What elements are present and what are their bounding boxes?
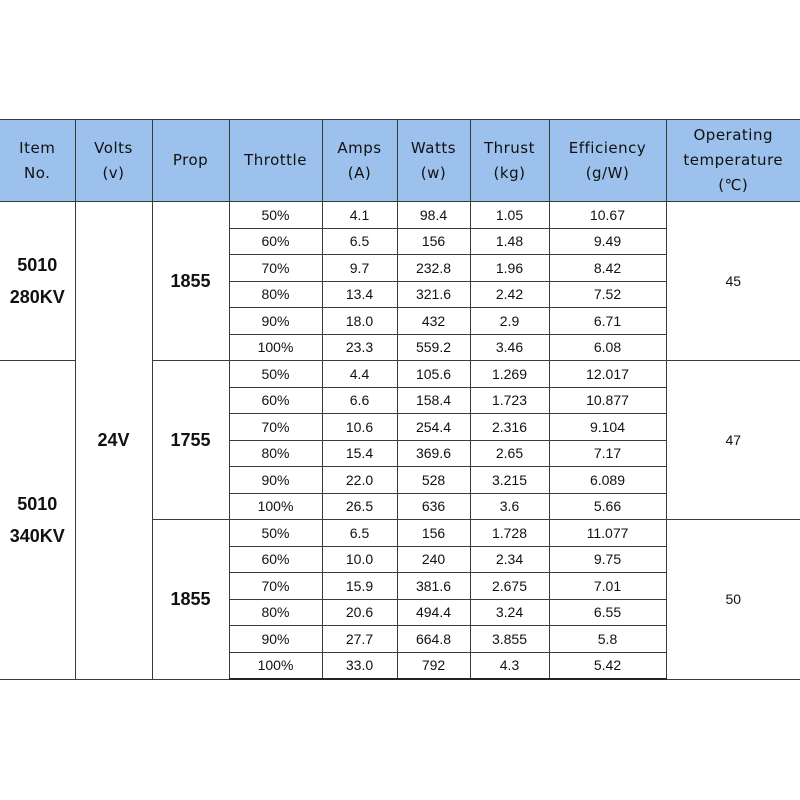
throttle-cell: 70% (229, 414, 322, 441)
throttle-cell: 60% (229, 546, 322, 573)
watts-cell: 321.6 (397, 281, 470, 308)
efficiency-cell: 7.52 (549, 281, 666, 308)
amps-cell: 4.4 (322, 361, 397, 388)
header-thrust: Thrust (kg) (470, 120, 549, 202)
efficiency-cell: 5.42 (549, 652, 666, 679)
watts-cell: 432 (397, 308, 470, 335)
header-amps: Amps (A) (322, 120, 397, 202)
efficiency-cell: 6.08 (549, 334, 666, 361)
amps-cell: 18.0 (322, 308, 397, 335)
amps-cell: 6.5 (322, 228, 397, 255)
efficiency-cell: 6.089 (549, 467, 666, 494)
throttle-cell: 80% (229, 281, 322, 308)
thrust-cell: 1.48 (470, 228, 549, 255)
amps-cell: 22.0 (322, 467, 397, 494)
header-throttle: Throttle (229, 120, 322, 202)
thrust-cell: 3.6 (470, 493, 549, 520)
amps-cell: 10.0 (322, 546, 397, 573)
motor-test-table (0, 119, 800, 680)
prop-cell: 1855 (152, 520, 229, 680)
header-operating-temperature: Operating temperature (℃) (666, 120, 800, 202)
temperature-cell: 45 (666, 202, 800, 361)
efficiency-cell: 12.017 (549, 361, 666, 388)
thrust-cell: 1.96 (470, 255, 549, 282)
item-no-cell (0, 202, 75, 361)
throttle-cell: 100% (229, 493, 322, 520)
item-no-line-2: 280KV (9, 287, 65, 307)
header-row (0, 120, 800, 202)
throttle-cell: 90% (229, 308, 322, 335)
throttle-cell: 60% (229, 387, 322, 414)
table-body (0, 202, 800, 680)
header-volts: Volts (v) (75, 120, 152, 202)
amps-cell: 27.7 (322, 626, 397, 653)
thrust-cell: 2.42 (470, 281, 549, 308)
prop-cell: 1855 (152, 202, 229, 361)
item-no-line-2: 340KV (9, 525, 65, 546)
amps-cell: 9.7 (322, 255, 397, 282)
throttle-cell: 90% (229, 467, 322, 494)
watts-cell: 240 (397, 546, 470, 573)
watts-cell: 636 (397, 493, 470, 520)
amps-cell: 15.4 (322, 440, 397, 467)
watts-cell: 528 (397, 467, 470, 494)
item-no-line-1: 5010 (17, 493, 58, 514)
watts-cell: 105.6 (397, 361, 470, 388)
throttle-cell: 60% (229, 228, 322, 255)
throttle-cell: 90% (229, 626, 322, 653)
efficiency-cell: 6.71 (549, 308, 666, 335)
watts-cell: 232.8 (397, 255, 470, 282)
efficiency-cell: 7.01 (549, 573, 666, 600)
watts-cell: 98.4 (397, 202, 470, 229)
efficiency-cell: 11.077 (549, 520, 666, 547)
throttle-cell: 50% (229, 361, 322, 388)
thrust-cell: 1.269 (470, 361, 549, 388)
thrust-cell: 2.316 (470, 414, 549, 441)
watts-cell: 158.4 (397, 387, 470, 414)
watts-cell: 664.8 (397, 626, 470, 653)
efficiency-cell: 9.49 (549, 228, 666, 255)
thrust-cell: 1.728 (470, 520, 549, 547)
throttle-cell: 70% (229, 255, 322, 282)
throttle-cell: 100% (229, 334, 322, 361)
prop-cell: 1755 (152, 361, 229, 520)
thrust-cell: 1.723 (470, 387, 549, 414)
table-row (0, 202, 800, 229)
item-no-cell (0, 361, 75, 680)
amps-cell: 33.0 (322, 652, 397, 679)
volts-cell: 24V (75, 202, 152, 680)
thrust-cell: 4.3 (470, 652, 549, 679)
watts-cell: 792 (397, 652, 470, 679)
throttle-cell: 50% (229, 520, 322, 547)
efficiency-cell: 8.42 (549, 255, 666, 282)
thrust-cell: 2.675 (470, 573, 549, 600)
efficiency-cell: 7.17 (549, 440, 666, 467)
throttle-cell: 100% (229, 652, 322, 679)
efficiency-cell: 5.8 (549, 626, 666, 653)
throttle-cell: 50% (229, 202, 322, 229)
watts-cell: 156 (397, 228, 470, 255)
efficiency-cell: 9.104 (549, 414, 666, 441)
header-watts: Watts (w) (397, 120, 470, 202)
amps-cell: 26.5 (322, 493, 397, 520)
thrust-cell: 2.34 (470, 546, 549, 573)
watts-cell: 559.2 (397, 334, 470, 361)
thrust-cell: 3.855 (470, 626, 549, 653)
header-efficiency: Efficiency (g/W) (549, 120, 666, 202)
amps-cell: 20.6 (322, 599, 397, 626)
throttle-cell: 80% (229, 440, 322, 467)
watts-cell: 156 (397, 520, 470, 547)
thrust-cell: 2.65 (470, 440, 549, 467)
amps-cell: 13.4 (322, 281, 397, 308)
efficiency-cell: 10.877 (549, 387, 666, 414)
temperature-cell: 50 (666, 520, 800, 680)
thrust-cell: 3.24 (470, 599, 549, 626)
throttle-cell: 70% (229, 573, 322, 600)
efficiency-cell: 5.66 (549, 493, 666, 520)
watts-cell: 381.6 (397, 573, 470, 600)
item-no-line-1: 5010 (17, 255, 58, 275)
amps-cell: 6.5 (322, 520, 397, 547)
amps-cell: 10.6 (322, 414, 397, 441)
thrust-cell: 1.05 (470, 202, 549, 229)
header-item-no: Item No. (0, 120, 75, 202)
temperature-cell: 47 (666, 361, 800, 520)
amps-cell: 15.9 (322, 573, 397, 600)
amps-cell: 23.3 (322, 334, 397, 361)
thrust-cell: 3.215 (470, 467, 549, 494)
watts-cell: 369.6 (397, 440, 470, 467)
header-prop: Prop (152, 120, 229, 202)
efficiency-cell: 10.67 (549, 202, 666, 229)
efficiency-cell: 6.55 (549, 599, 666, 626)
throttle-cell: 80% (229, 599, 322, 626)
watts-cell: 254.4 (397, 414, 470, 441)
watts-cell: 494.4 (397, 599, 470, 626)
amps-cell: 4.1 (322, 202, 397, 229)
efficiency-cell: 9.75 (549, 546, 666, 573)
amps-cell: 6.6 (322, 387, 397, 414)
thrust-cell: 2.9 (470, 308, 549, 335)
thrust-cell: 3.46 (470, 334, 549, 361)
